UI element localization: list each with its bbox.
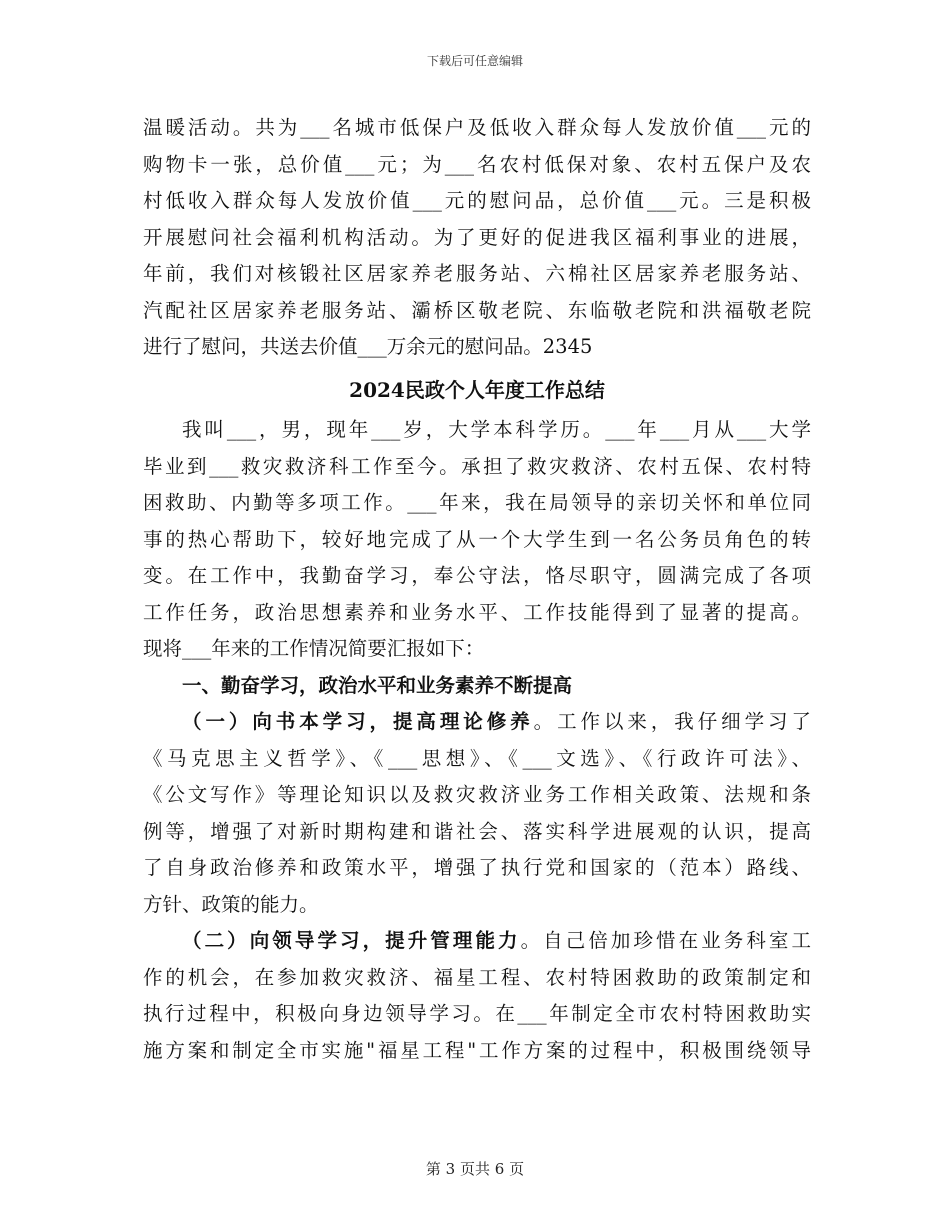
document-body: [143, 110, 811, 1069]
page-header: 下载后可任意编辑: [426, 54, 523, 68]
body-line: 执行过程中，积极向身边领导学习。在___年制定全市农村特困救助实: [143, 1002, 811, 1025]
body-line: 例等，增强了对新时期构建和谐社会、落实科学进展观的认识，提高: [143, 819, 811, 843]
body-line: 方针、政策的能力。: [143, 892, 319, 916]
body-line: 现将___年来的工作情况简要汇报如下：: [143, 637, 485, 660]
body-text: 。工作以来，我仔细学习了: [533, 710, 811, 733]
body-line: 开展慰问社会福利机构活动。为了更好的促进我区福利事业的进展，: [143, 225, 811, 249]
body-line: 《马克思主义哲学》、《___思想》、《___文选》、《行政许可法》、: [143, 746, 811, 770]
body-line: 汽配社区居家养老服务站、灞桥区敬老院、东临敬老院和洪福敬老院: [143, 298, 811, 322]
section-heading: 一、勤奋学习，政治水平和业务素养不断提高: [182, 673, 573, 697]
body-line: 进行了慰问，共送去价值___万余元的慰问品。2345: [143, 335, 593, 358]
document-title: 2024民政个人年度工作总结: [349, 377, 605, 402]
body-line: 事的热心帮助下，较好地完成了从一个大学生到一名公务员角色的转: [143, 527, 811, 551]
body-line: 村低收入群众每人发放价值___元的慰问品，总价值___元。三是积极: [143, 189, 811, 212]
body-text: 。自己倍加珍惜在业务科室工: [520, 929, 811, 952]
body-line: 《公文写作》等理论知识以及救灾救济业务工作相关政策、法规和条: [143, 783, 811, 806]
body-line: 温暖活动。共为___名城市低保户及低收入群众每人发放价值___元的: [143, 116, 811, 139]
body-line: 了自身政治修养和政策水平，增强了执行党和国家的（范本）路线、: [143, 856, 811, 879]
page-footer: 第 3 页共 6 页: [425, 1160, 525, 1178]
body-line: 困救助、内勤等多项工作。___年来，我在局领导的亲切关怀和单位同: [143, 491, 811, 514]
body-line: 变。在工作中，我勤奋学习，奉公守法，恪尽职守，圆满完成了各项: [143, 564, 811, 587]
body-line: 年前，我们对核锻社区居家养老服务站、六棉社区居家养老服务站、: [143, 262, 811, 285]
body-line: 作的机会，在参加救灾救济、福星工程、农村特困救助的政策制定和: [143, 965, 811, 989]
body-line: 购物卡一张，总价值___元；为___名农村低保对象、农村五保户及农: [143, 152, 811, 176]
body-line: 施方案和制定全市实施"福星工程"工作方案的过程中，积极围绕领导: [143, 1038, 811, 1062]
body-line: 工作任务，政治思想素养和业务水平、工作技能得到了显著的提高。: [143, 600, 811, 624]
subsection-heading: （二）向领导学习，提升管理能力: [182, 929, 521, 952]
subsection-heading: （一）向书本学习，提高理论修养: [182, 710, 534, 733]
body-line: 毕业到___救灾救济科工作至今。承担了救灾救济、农村五保、农村特: [143, 454, 811, 478]
body-line: [143, 704, 811, 741]
body-line: 我叫___，男，现年___岁，大学本科学历。___年___月从___大学: [182, 418, 811, 441]
body-line: [143, 923, 811, 960]
